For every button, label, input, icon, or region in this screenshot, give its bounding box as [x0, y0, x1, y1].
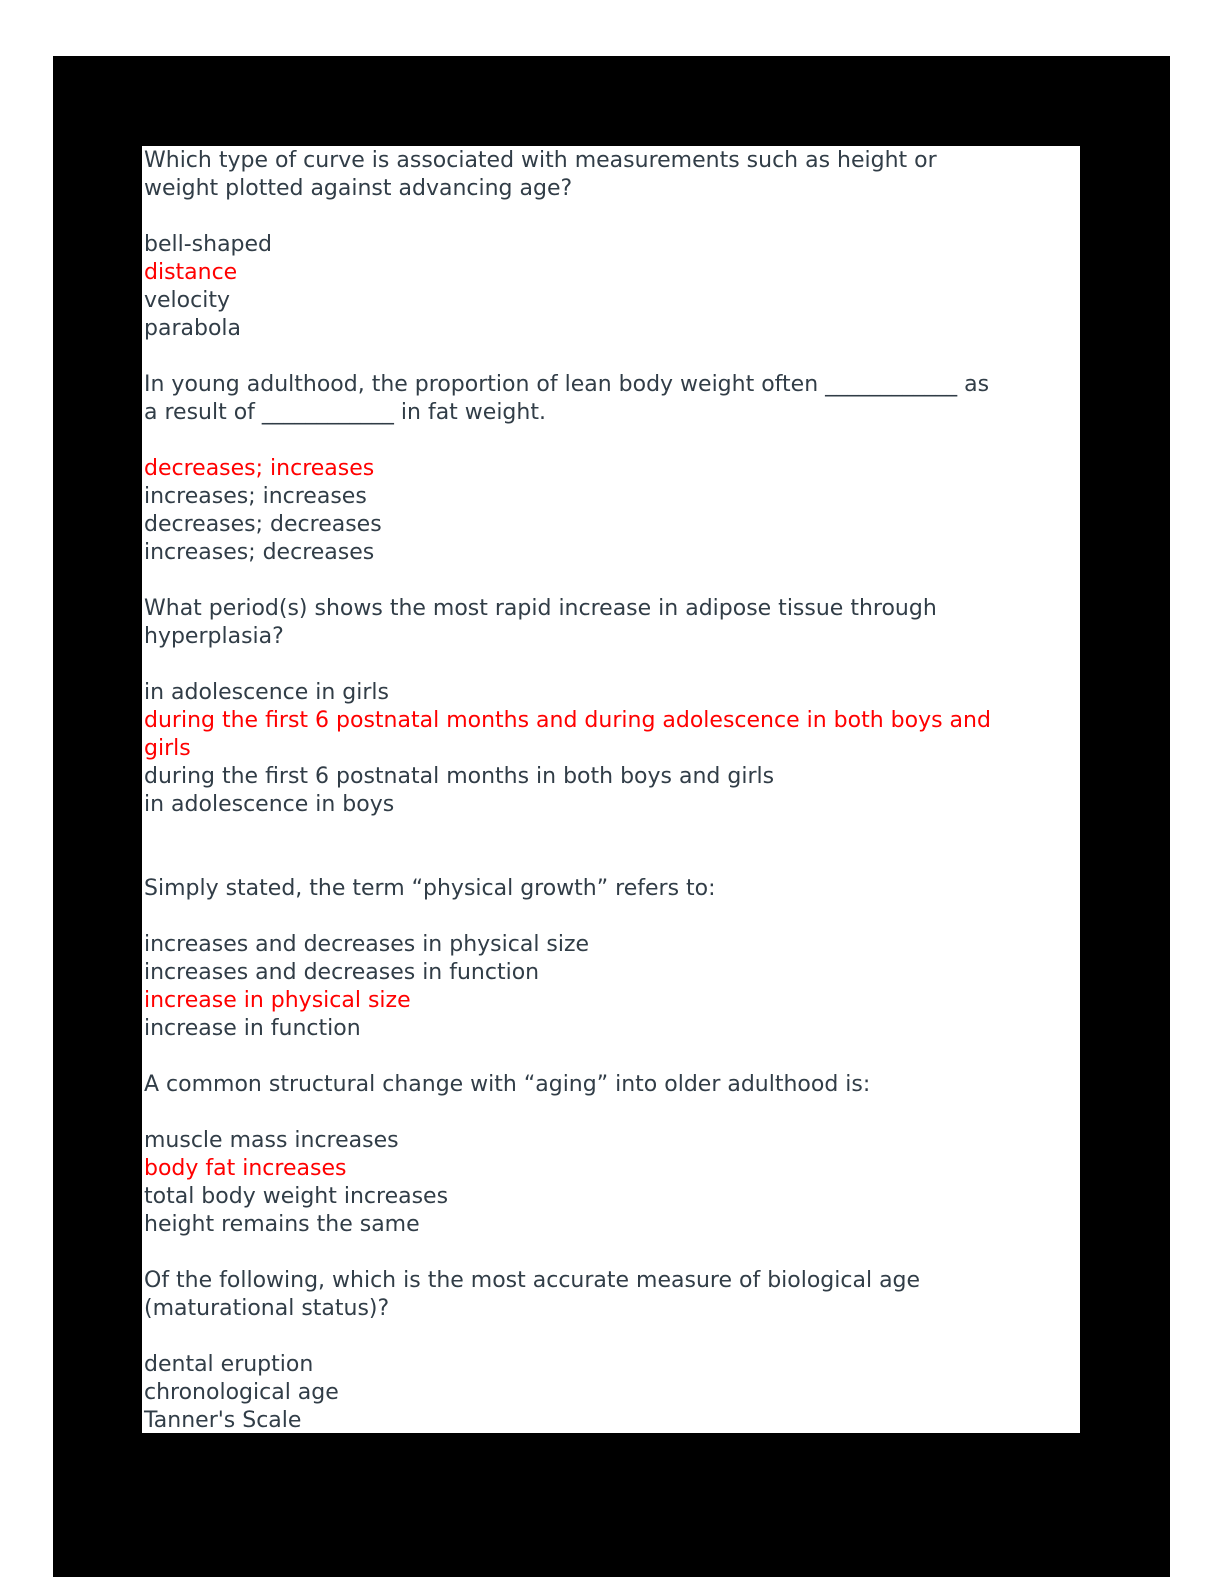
answer-line: during the first 6 postnatal months and during adolescence in both boys and — [144, 708, 991, 733]
text-line: dental eruption — [144, 1352, 314, 1377]
blank-line — [144, 343, 1080, 371]
document-card — [142, 146, 1080, 1433]
text-line: Tanner's Scale — [144, 1408, 302, 1433]
text-line: weight plotted against advancing age? — [144, 176, 573, 201]
blank-line — [144, 1043, 1080, 1071]
text-line: velocity — [144, 288, 230, 313]
text-line: bell-shaped — [144, 232, 273, 257]
text-line: In young adulthood, the proportion of lean body weight often ____________ as — [144, 372, 990, 397]
text-line: height remains the same — [144, 1212, 420, 1237]
text-line: What period(s) shows the most rapid increase in adipose tissue through — [144, 596, 937, 621]
text-line: A common structural change with “aging” into older adulthood is: — [144, 1072, 871, 1097]
blank-line — [144, 567, 1080, 595]
answer-line: distance — [144, 260, 238, 285]
text-line: a result of ____________ in fat weight. — [144, 400, 546, 425]
text-line: increases and decreases in physical size — [144, 932, 590, 957]
blank-line — [144, 1323, 1080, 1351]
text-line: increases and decreases in function — [144, 960, 540, 985]
black-frame — [53, 56, 1170, 1577]
blank-line — [144, 1099, 1080, 1127]
text-line: during the first 6 postnatal months in both boys and girls — [144, 764, 775, 789]
text-line: decreases; decreases — [144, 512, 382, 537]
text-line: increases; increases — [144, 484, 367, 509]
text-line: increase in function — [144, 1016, 361, 1041]
text-line: (maturational status)? — [144, 1296, 390, 1321]
text-line: in adolescence in boys — [144, 792, 395, 817]
blank-line — [144, 847, 1080, 875]
text-line: chronological age — [144, 1380, 339, 1405]
blank-line — [144, 1239, 1080, 1267]
text-line: hyperplasia? — [144, 624, 284, 649]
answer-line: girls — [144, 736, 191, 761]
text-line: total body weight increases — [144, 1184, 449, 1209]
text-line: parabola — [144, 316, 241, 341]
answer-line: increase in physical size — [144, 988, 411, 1013]
blank-line — [144, 819, 1080, 847]
answer-line: body fat increases — [144, 1156, 347, 1181]
text-line: in adolescence in girls — [144, 680, 390, 705]
blank-line — [144, 203, 1080, 231]
blank-line — [144, 903, 1080, 931]
document-lines — [144, 147, 1080, 1433]
text-line: muscle mass increases — [144, 1128, 399, 1153]
text-line: Which type of curve is associated with measurements such as height or — [144, 148, 937, 173]
text-line: Of the following, which is the most accurate measure of biological age — [144, 1268, 921, 1293]
text-line: Simply stated, the term “physical growth” refers to: — [144, 876, 716, 901]
blank-line — [144, 427, 1080, 455]
answer-line: decreases; increases — [144, 456, 375, 481]
text-line: increases; decreases — [144, 540, 375, 565]
blank-line — [144, 651, 1080, 679]
